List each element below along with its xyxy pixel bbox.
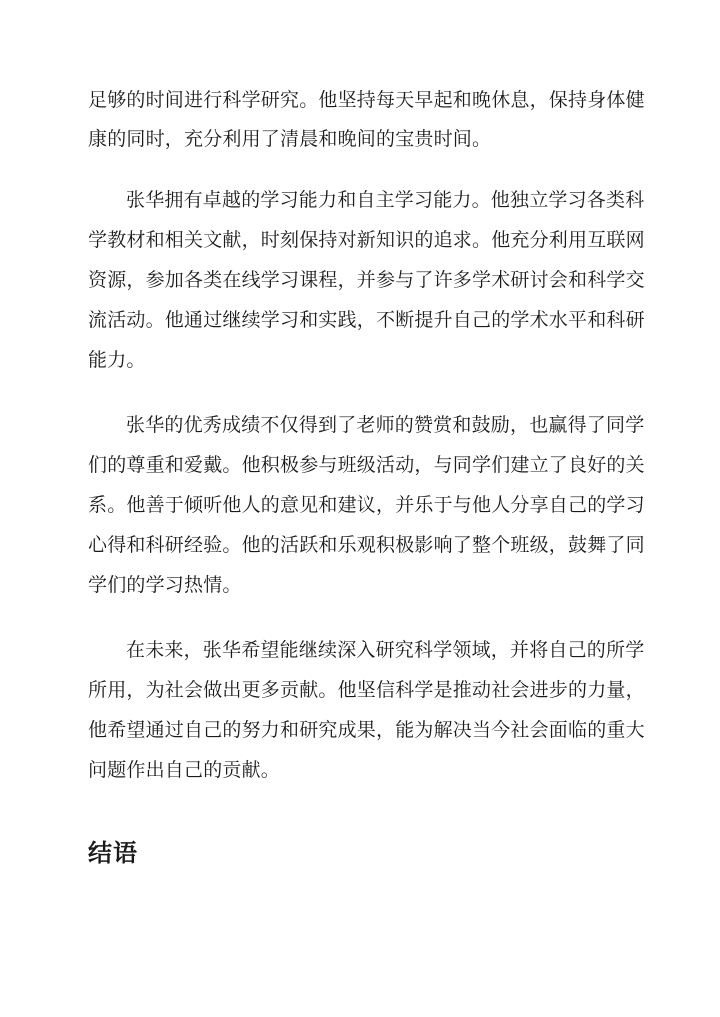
paragraph-3-line-4: 心得和科研经验。他的活跃和乐观积极影响了整个班级，鼓舞了同 <box>88 534 645 556</box>
paragraph-4-line-2: 所用，为社会做出更多贡献。他坚信科学是推动社会进步的力量， <box>88 679 645 701</box>
paragraph-2-line-1: 张华拥有卓越的学习能力和自主学习能力。他独立学习各类科 <box>126 189 645 211</box>
paragraph-1-line-1: 足够的时间进行科学研究。他坚持每天早起和晚休息，保持身体健 <box>88 89 645 111</box>
paragraph-4-line-1: 在未来，张华希望能继续深入研究科学领域，并将自己的所学 <box>126 639 645 661</box>
paragraph-2-line-2: 学教材和相关文献，时刻保持对新知识的追求。他充分利用互联网 <box>88 229 645 251</box>
paragraph-3-line-3: 系。他善于倾听他人的意见和建议，并乐于与他人分享自己的学习 <box>88 494 645 516</box>
section-heading: 结语 <box>88 839 138 867</box>
paragraph-3-line-2: 们的尊重和爱戴。他积极参与班级活动，与同学们建立了良好的关 <box>88 454 645 476</box>
paragraph-3-line-5: 学们的学习热情。 <box>88 574 242 596</box>
paragraph-4-line-3: 他希望通过自己的努力和研究成果，能为解决当今社会面临的重大 <box>88 719 645 741</box>
paragraph-1-line-2: 康的同时，充分利用了清晨和晚间的宝贵时间。 <box>88 128 492 150</box>
paragraph-2-line-5: 能力。 <box>88 349 146 371</box>
paragraph-2-line-4: 流活动。他通过继续学习和实践，不断提升自己的学术水平和科研 <box>88 309 645 331</box>
paragraph-3-line-1: 张华的优秀成绩不仅得到了老师的赞赏和鼓励，也赢得了同学 <box>126 414 645 436</box>
paragraph-2-line-3: 资源，参加各类在线学习课程，并参与了许多学术研讨会和科学交 <box>88 269 645 291</box>
paragraph-4-line-4: 问题作出自己的贡献。 <box>88 759 281 781</box>
